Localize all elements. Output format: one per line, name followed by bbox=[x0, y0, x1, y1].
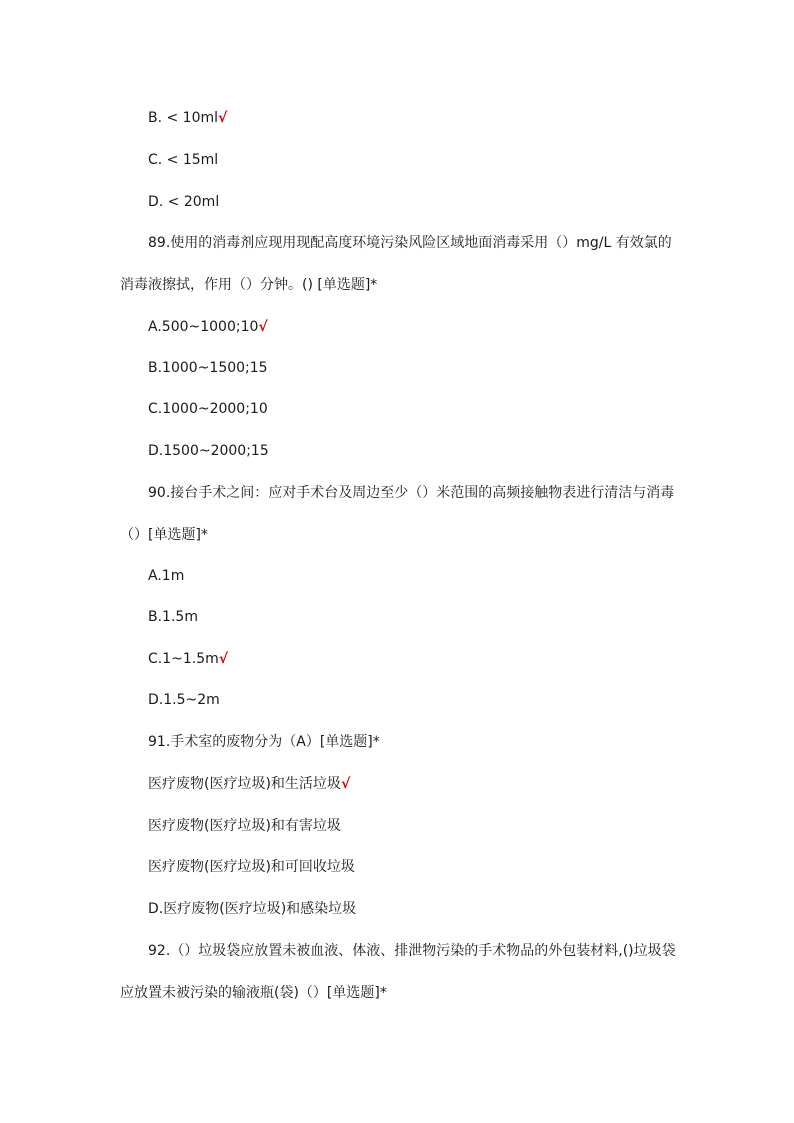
option-line: 医疗废物(医疗垃圾)和可回收垃圾 bbox=[148, 859, 355, 875]
option-line: A.500~1000;10√ bbox=[148, 319, 268, 335]
question-91: 91.手术室的废物分为（A）[单选题]* bbox=[148, 734, 380, 750]
correct-check-mark: √ bbox=[258, 319, 268, 335]
correct-check-mark: √ bbox=[218, 110, 228, 126]
question-90-continuation: （）[单选题]* bbox=[120, 527, 208, 543]
option-line: 医疗废物(医疗垃圾)和有害垃圾 bbox=[148, 818, 341, 834]
correct-check-mark: √ bbox=[218, 651, 229, 667]
option-line: B. < 10ml√ bbox=[148, 110, 228, 126]
option-line: D.医疗废物(医疗垃圾)和感染垃圾 bbox=[148, 901, 357, 917]
option-line: D.1.5~2m bbox=[148, 692, 220, 708]
option-line: 医疗废物(医疗垃圾)和生活垃圾√ bbox=[148, 776, 351, 792]
correct-check-mark: √ bbox=[340, 776, 351, 792]
question-92-continuation: 应放置未被污染的输液瓶(袋)（）[单选题]* bbox=[120, 985, 387, 1001]
question-90: 90.接台手术之间：应对手术台及周边至少（）米范围的高频接触物表进行清洁与消毒 bbox=[148, 485, 675, 501]
option-line: A.1m bbox=[148, 568, 185, 584]
option-line: C.1000~2000;10 bbox=[148, 401, 268, 417]
option-line: B.1.5m bbox=[148, 609, 198, 625]
option-line: C.1~1.5m√ bbox=[148, 651, 229, 667]
option-line: D.1500~2000;15 bbox=[148, 443, 269, 459]
question-89: 89.使用的消毒剂应现用现配高度环境污染风险区域地面消毒采用（）mg/L 有效氯的 bbox=[148, 235, 672, 251]
option-line: D. < 20ml bbox=[148, 194, 220, 210]
option-line: B.1000~1500;15 bbox=[148, 360, 268, 376]
option-line: C. < 15ml bbox=[148, 152, 219, 168]
question-92: 92.（）垃圾袋应放置未被血液、体液、排泄物污染的手术物品的外包装材料,()垃圾袋 bbox=[148, 943, 676, 959]
question-89-continuation: 消毒液擦拭，作用（）分钟。() [单选题]* bbox=[120, 277, 378, 293]
